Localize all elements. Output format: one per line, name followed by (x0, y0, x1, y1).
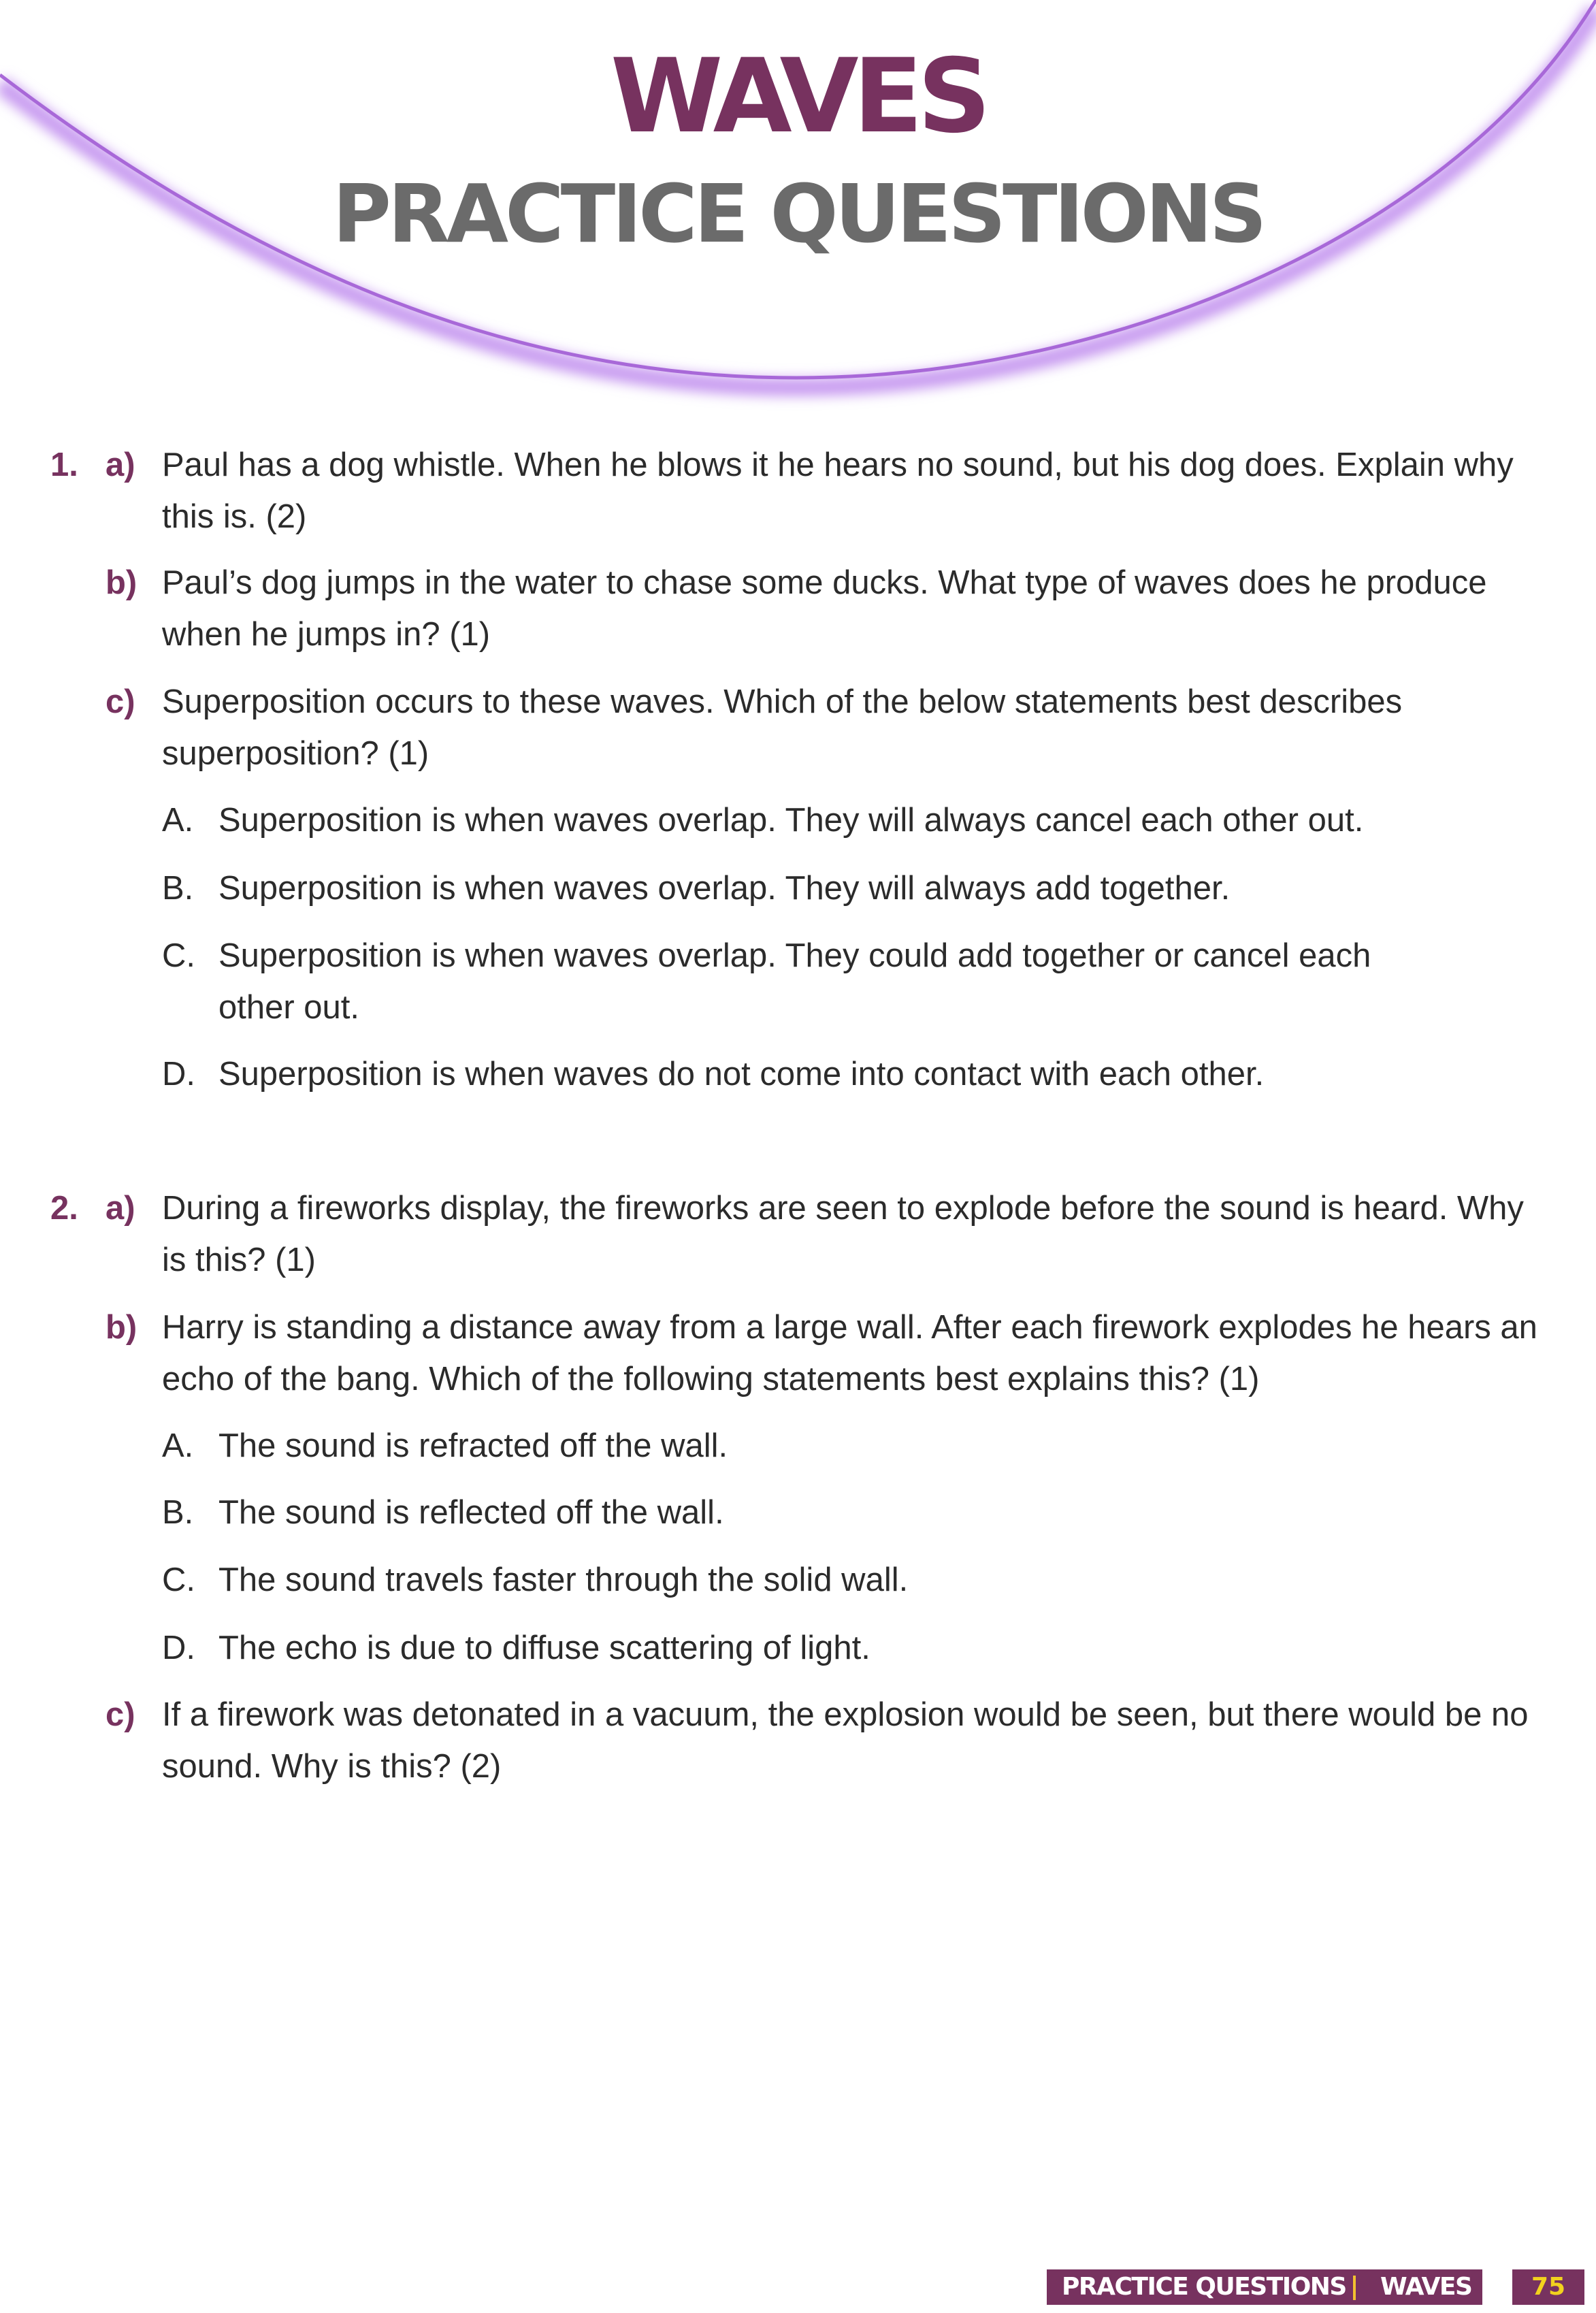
option-text: Superposition is when waves overlap. They will always add together. (218, 870, 1231, 907)
option-text: Superposition is when waves do not come into contact with each other. (218, 1056, 1265, 1093)
part-label: c) (105, 1696, 135, 1733)
footer-divider (1353, 2276, 1356, 2300)
part-text: Paul’s dog jumps in the water to chase some ducks. What type of waves does he produce when he jumps in? (1) (162, 564, 1487, 653)
part-text: Superposition occurs to these waves. Which of the below statements best describes superposition? (1) (162, 683, 1403, 772)
part-label: b) (105, 564, 137, 601)
page-title: WAVES (610, 37, 986, 156)
part-text: Harry is standing a distance away from a large wall. After each firework explodes he hears an echo of the bang. Which of the following statements best explains this? (1) (162, 1309, 1537, 1397)
option-label: D. (162, 1630, 195, 1666)
footer-section-bar (1047, 2269, 1482, 2305)
part-text: During a fireworks display, the fireworks are seen to explode before the sound is heard. Why is this? (1) (162, 1190, 1524, 1278)
part-label: b) (105, 1309, 137, 1346)
option-text: The sound is refracted off the wall. (218, 1427, 728, 1464)
page-subtitle: PRACTICE QUESTIONS (332, 167, 1264, 261)
option-label: B. (162, 870, 194, 907)
option-text: Superposition is when waves overlap. They could add together or cancel each other out. (218, 937, 1371, 1026)
option-text: The echo is due to diffuse scattering of light. (218, 1630, 870, 1666)
part-text: Paul has a dog whistle. When he blows it he hears no sound, but his dog does. Explain why this is. (2) (162, 447, 1514, 535)
part-text: If a firework was detonated in a vacuum, the explosion would be seen, but there would be no sound. Why is this? (2) (162, 1696, 1529, 1785)
footer-chapter-label: WAVES (1380, 2273, 1472, 2301)
option-text: The sound travels faster through the solid wall. (218, 1562, 909, 1598)
option-label: C. (162, 1562, 195, 1598)
option-label: A. (162, 802, 194, 839)
option-label: A. (162, 1427, 194, 1464)
question-number: 1. (50, 447, 78, 483)
part-label: c) (105, 683, 135, 720)
part-label: a) (105, 1190, 135, 1227)
page-number: 75 (1512, 2269, 1584, 2305)
part-label: a) (105, 447, 135, 483)
option-label: B. (162, 1494, 194, 1531)
option-label: C. (162, 937, 195, 974)
option-text: Superposition is when waves overlap. They will always cancel each other out. (218, 802, 1364, 839)
question-number: 2. (50, 1190, 78, 1227)
option-label: D. (162, 1056, 195, 1093)
footer-section-label: PRACTICE QUESTIONS (1062, 2273, 1346, 2301)
option-text: The sound is reflected off the wall. (218, 1494, 724, 1531)
